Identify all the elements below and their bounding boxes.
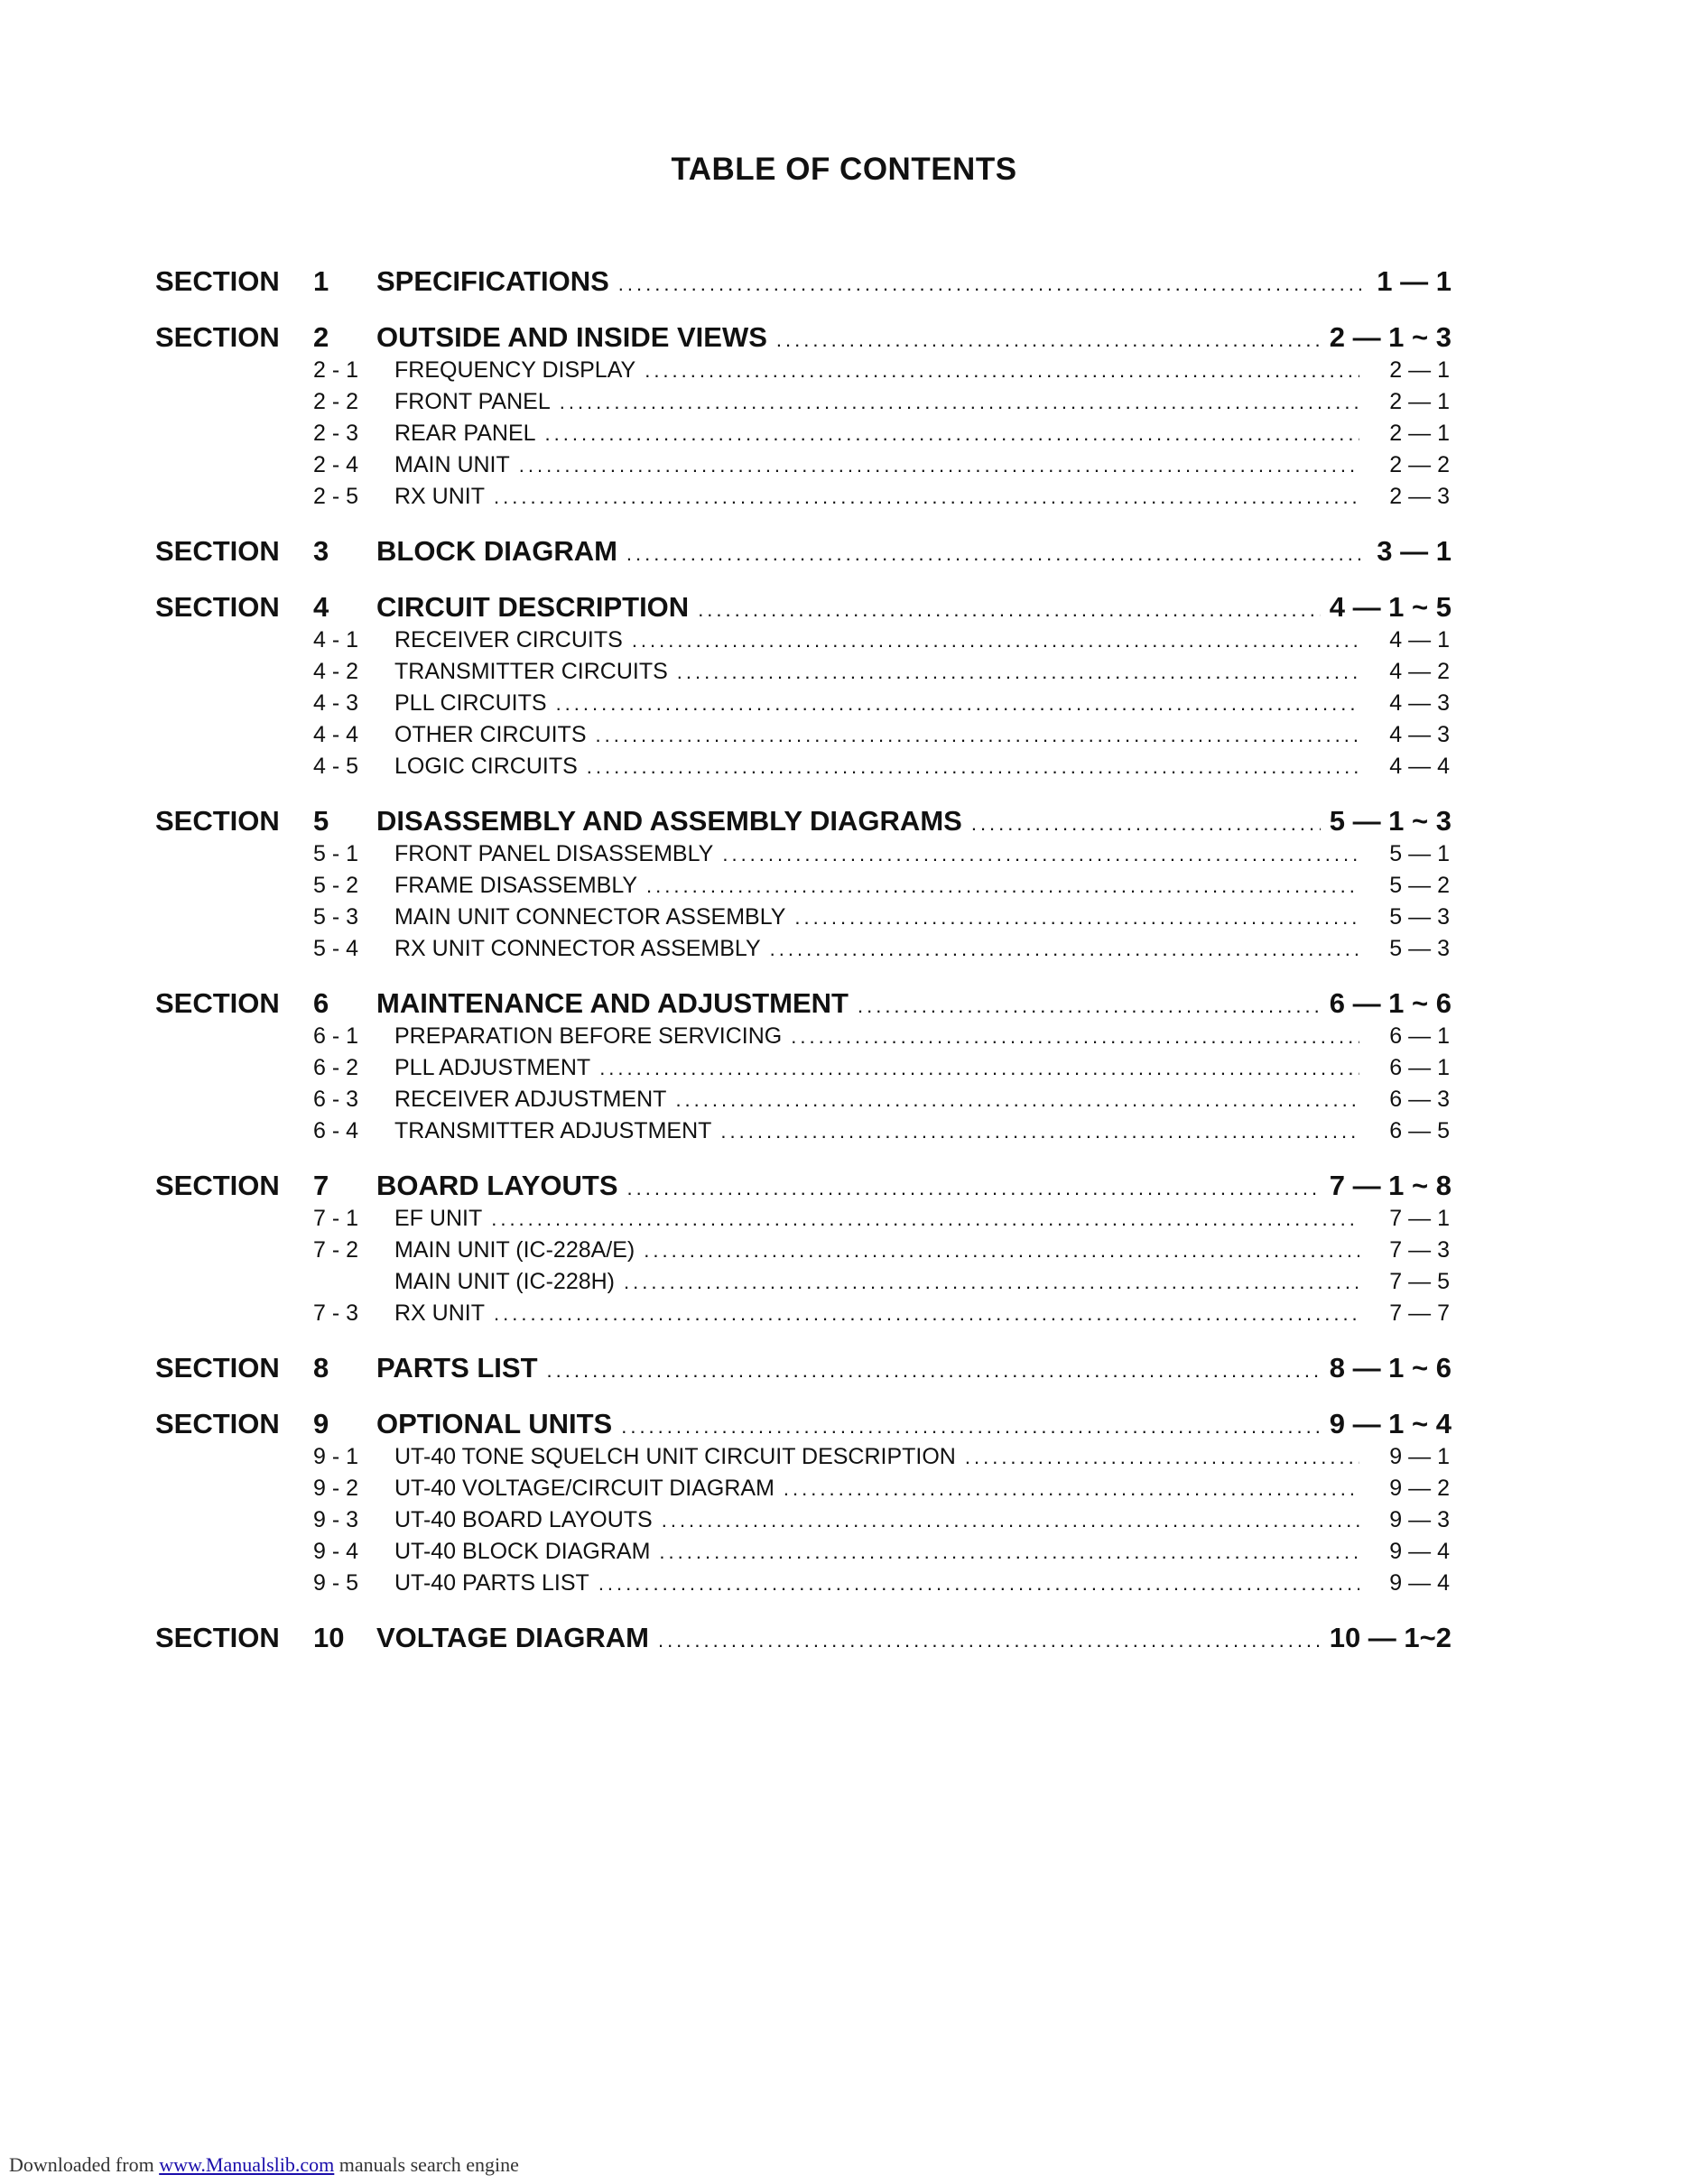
- dot-leader: [491, 1208, 1359, 1231]
- entry-number: 9 - 5: [313, 1570, 359, 1596]
- dot-leader: [645, 359, 1359, 383]
- section-heading-row[interactable]: [155, 805, 1451, 841]
- entry-title: FREQUENCY DISPLAY: [394, 357, 636, 383]
- dot-leader: [659, 1541, 1359, 1564]
- entry-number: 9 - 2: [313, 1476, 359, 1501]
- entry-title: RX UNIT: [394, 1300, 485, 1326]
- section-heading-row[interactable]: [155, 1352, 1451, 1388]
- dot-leader: [560, 391, 1359, 414]
- dot-leader: [632, 629, 1359, 652]
- section-number: 8: [313, 1352, 329, 1384]
- section-number: 7: [313, 1170, 329, 1201]
- entry-title: PLL ADJUSTMENT: [394, 1055, 591, 1080]
- entry-title: UT-40 PARTS LIST: [394, 1570, 589, 1596]
- dot-leader: [662, 1509, 1359, 1532]
- section-title: DISASSEMBLY AND ASSEMBLY DIAGRAMS: [376, 805, 962, 837]
- entry-title: RECEIVER CIRCUITS: [394, 627, 623, 652]
- dot-leader: [971, 812, 1321, 836]
- entry-title: PREPARATION BEFORE SERVICING: [394, 1023, 783, 1049]
- toc-entry[interactable]: [155, 1087, 1451, 1118]
- entry-title: TRANSMITTER ADJUSTMENT: [394, 1118, 712, 1143]
- dot-leader: [587, 755, 1359, 779]
- section-title: VOLTAGE DIAGRAM: [376, 1622, 649, 1653]
- entry-title: UT-40 TONE SQUELCH UNIT CIRCUIT DESCRIPTION: [394, 1444, 956, 1469]
- section-heading-row[interactable]: [155, 321, 1451, 357]
- entry-number: 2 - 4: [313, 452, 359, 477]
- entry-title: MAIN UNIT: [394, 452, 510, 477]
- section-label: SECTION: [155, 987, 280, 1019]
- page-title: TABLE OF CONTENTS: [671, 152, 1017, 187]
- entry-title: FRONT PANEL: [394, 389, 551, 414]
- dot-leader: [794, 906, 1359, 930]
- entry-page: 7 — 7: [1389, 1300, 1450, 1326]
- toc-entry[interactable]: [155, 1206, 1451, 1237]
- toc-entry[interactable]: [155, 484, 1451, 515]
- dot-leader: [599, 1057, 1359, 1080]
- section-label: SECTION: [155, 321, 280, 353]
- toc-section-6: [155, 987, 1451, 1150]
- section-label: SECTION: [155, 535, 280, 567]
- entry-number: 9 - 4: [313, 1539, 359, 1564]
- toc-section-8: [155, 1352, 1451, 1388]
- dot-leader: [791, 1025, 1359, 1049]
- entry-number: 5 - 1: [313, 841, 359, 866]
- dot-leader: [545, 422, 1359, 446]
- toc-entry[interactable]: [155, 627, 1451, 659]
- entry-number: 4 - 3: [313, 690, 359, 716]
- entry-page: 6 — 1: [1389, 1055, 1450, 1080]
- entry-page: 4 — 1: [1389, 627, 1450, 652]
- dot-leader: [547, 1359, 1321, 1383]
- entry-page: 9 — 2: [1389, 1476, 1450, 1501]
- entry-title: UT-40 VOLTAGE/CIRCUIT DIAGRAM: [394, 1476, 774, 1501]
- dot-leader: [644, 1239, 1359, 1263]
- toc-entry[interactable]: [155, 873, 1451, 904]
- section-number: 4: [313, 591, 329, 623]
- entry-page: 2 — 1: [1389, 357, 1450, 383]
- section-page: 3 — 1: [1377, 535, 1451, 567]
- entry-title: UT-40 BLOCK DIAGRAM: [394, 1539, 651, 1564]
- entry-number: 2 - 1: [313, 357, 359, 383]
- section-heading-row[interactable]: [155, 535, 1451, 571]
- table-of-contents: [155, 265, 1451, 1678]
- entry-page: 5 — 1: [1389, 841, 1450, 866]
- section-title: BOARD LAYOUTS: [376, 1170, 618, 1201]
- section-title: SPECIFICATIONS: [376, 265, 609, 297]
- section-title: MAINTENANCE AND ADJUSTMENT: [376, 987, 849, 1019]
- toc-entry[interactable]: [155, 904, 1451, 936]
- section-number: 5: [313, 805, 329, 837]
- entry-number: 6 - 2: [313, 1055, 359, 1080]
- entry-title: UT-40 BOARD LAYOUTS: [394, 1507, 653, 1532]
- entry-number: 4 - 4: [313, 722, 359, 747]
- entry-page: 6 — 3: [1389, 1087, 1450, 1112]
- dot-leader: [621, 1415, 1321, 1439]
- entry-title: MAIN UNIT (IC-228H): [394, 1269, 616, 1294]
- manualslib-link[interactable]: www.Manualslib.com: [159, 2153, 335, 2176]
- dot-leader: [598, 1572, 1359, 1596]
- toc-section-1: [155, 265, 1451, 301]
- entry-page: 7 — 5: [1389, 1269, 1450, 1294]
- section-page: 9 — 1 ~ 4: [1329, 1408, 1451, 1439]
- entry-number: 7 - 3: [313, 1300, 359, 1326]
- entry-title: MAIN UNIT (IC-228A/E): [394, 1237, 635, 1263]
- entry-title: TRANSMITTER CIRCUITS: [394, 659, 668, 684]
- entry-number: 2 - 3: [313, 421, 359, 446]
- entry-page: 7 — 1: [1389, 1206, 1450, 1231]
- section-heading-row[interactable]: [155, 987, 1451, 1023]
- entry-page: 4 — 2: [1389, 659, 1450, 684]
- toc-section-2: [155, 321, 1451, 515]
- toc-entry[interactable]: [155, 357, 1451, 389]
- section-label: SECTION: [155, 1408, 280, 1439]
- entry-page: 6 — 5: [1389, 1118, 1450, 1143]
- entry-number: 6 - 3: [313, 1087, 359, 1112]
- entry-page: 9 — 4: [1389, 1570, 1450, 1596]
- toc-entry[interactable]: [155, 841, 1451, 873]
- section-label: SECTION: [155, 1352, 280, 1384]
- section-number: 3: [313, 535, 329, 567]
- toc-entry[interactable]: [155, 1055, 1451, 1087]
- section-number: 1: [313, 265, 329, 297]
- entry-number: 5 - 2: [313, 873, 359, 898]
- section-page: 8 — 1 ~ 6: [1329, 1352, 1451, 1384]
- entry-title: LOGIC CIRCUITS: [394, 754, 578, 779]
- section-page: 4 — 1 ~ 5: [1329, 591, 1451, 623]
- section-heading-row[interactable]: [155, 265, 1451, 301]
- toc-section-5: [155, 805, 1451, 967]
- section-title: CIRCUIT DESCRIPTION: [376, 591, 690, 623]
- entry-page: 7 — 3: [1389, 1237, 1450, 1263]
- entry-title: MAIN UNIT CONNECTOR ASSEMBLY: [394, 904, 786, 930]
- toc-entry[interactable]: [155, 1023, 1451, 1055]
- entry-title: REAR PANEL: [394, 421, 536, 446]
- entry-title: EF UNIT: [394, 1206, 483, 1231]
- entry-title: RX UNIT CONNECTOR ASSEMBLY: [394, 936, 761, 961]
- dot-leader: [858, 995, 1321, 1018]
- section-label: SECTION: [155, 591, 280, 623]
- section-heading-row[interactable]: [155, 591, 1451, 627]
- toc-section-7: [155, 1170, 1451, 1332]
- dot-leader: [494, 1302, 1359, 1326]
- entry-page: 4 — 4: [1389, 754, 1450, 779]
- dot-leader: [627, 1177, 1321, 1200]
- toc-entry[interactable]: [155, 1570, 1451, 1602]
- toc-section-4: [155, 591, 1451, 785]
- dot-leader: [722, 843, 1359, 866]
- entry-page: 9 — 1: [1389, 1444, 1450, 1469]
- entry-number: 2 - 5: [313, 484, 359, 509]
- entry-title: RECEIVER ADJUSTMENT: [394, 1087, 667, 1112]
- entry-number: 5 - 3: [313, 904, 359, 930]
- section-page: 5 — 1 ~ 3: [1329, 805, 1451, 837]
- entry-page: 2 — 2: [1389, 452, 1450, 477]
- toc-section-10: [155, 1622, 1451, 1658]
- section-number: 10: [313, 1622, 345, 1653]
- section-title: OUTSIDE AND INSIDE VIEWS: [376, 321, 767, 353]
- entry-title: RX UNIT: [394, 484, 485, 509]
- toc-entry[interactable]: [155, 754, 1451, 785]
- toc-entry[interactable]: [155, 659, 1451, 690]
- toc-section-9: [155, 1408, 1451, 1602]
- toc-entry[interactable]: [155, 936, 1451, 967]
- section-page: 7 — 1 ~ 8: [1329, 1170, 1451, 1201]
- entry-number: 4 - 2: [313, 659, 359, 684]
- dot-leader: [618, 273, 1361, 296]
- dot-leader: [677, 661, 1359, 684]
- dot-leader: [646, 875, 1359, 898]
- dot-leader: [596, 724, 1360, 747]
- entry-page: 9 — 3: [1389, 1507, 1450, 1532]
- entry-page: 2 — 1: [1389, 389, 1450, 414]
- entry-page: 9 — 4: [1389, 1539, 1450, 1564]
- entry-number: 6 - 1: [313, 1023, 359, 1049]
- section-number: 6: [313, 987, 329, 1019]
- entry-number: 2 - 2: [313, 389, 359, 414]
- section-heading-row[interactable]: [155, 1408, 1451, 1444]
- section-title: PARTS LIST: [376, 1352, 538, 1384]
- dot-leader: [556, 692, 1359, 716]
- section-page: 10 — 1~2: [1329, 1622, 1451, 1653]
- dot-leader: [965, 1446, 1359, 1469]
- dot-leader: [494, 486, 1359, 509]
- entry-number: 5 - 4: [313, 936, 359, 961]
- dot-leader: [519, 454, 1359, 477]
- entry-title: PLL CIRCUITS: [394, 690, 547, 716]
- entry-page: 2 — 1: [1389, 421, 1450, 446]
- dot-leader: [675, 1088, 1359, 1112]
- section-number: 9: [313, 1408, 329, 1439]
- toc-entry[interactable]: [155, 1444, 1451, 1476]
- entry-page: 4 — 3: [1389, 722, 1450, 747]
- toc-entry[interactable]: [155, 690, 1451, 722]
- download-footer: [9, 2153, 519, 2177]
- toc-entry[interactable]: [155, 421, 1451, 452]
- dot-leader: [626, 542, 1361, 566]
- dot-leader: [776, 329, 1321, 352]
- dot-leader: [658, 1629, 1321, 1652]
- section-label: SECTION: [155, 1622, 280, 1653]
- entry-page: 4 — 3: [1389, 690, 1450, 716]
- toc-section-3: [155, 535, 1451, 571]
- toc-entry[interactable]: [155, 389, 1451, 421]
- entry-number: 4 - 5: [313, 754, 359, 779]
- section-page: 6 — 1 ~ 6: [1329, 987, 1451, 1019]
- toc-entry[interactable]: [155, 1269, 1451, 1300]
- entry-title: FRAME DISASSEMBLY: [394, 873, 638, 898]
- toc-entry[interactable]: [155, 1118, 1451, 1150]
- toc-entry[interactable]: [155, 1237, 1451, 1269]
- toc-entry[interactable]: [155, 452, 1451, 484]
- section-page: 2 — 1 ~ 3: [1329, 321, 1451, 353]
- section-title: BLOCK DIAGRAM: [376, 535, 617, 567]
- toc-entry[interactable]: [155, 1300, 1451, 1332]
- entry-number: 6 - 4: [313, 1118, 359, 1143]
- entry-page: 6 — 1: [1389, 1023, 1450, 1049]
- entry-page: 5 — 3: [1389, 904, 1450, 930]
- toc-entry[interactable]: [155, 722, 1451, 754]
- toc-entry[interactable]: [155, 1476, 1451, 1507]
- section-label: SECTION: [155, 1170, 280, 1201]
- toc-entry[interactable]: [155, 1507, 1451, 1539]
- entry-page: 2 — 3: [1389, 484, 1450, 509]
- dot-leader: [784, 1477, 1359, 1501]
- section-title: OPTIONAL UNITS: [376, 1408, 613, 1439]
- section-label: SECTION: [155, 805, 280, 837]
- footer-prefix: Downloaded from: [9, 2153, 154, 2176]
- section-heading-row[interactable]: [155, 1170, 1451, 1206]
- toc-entry[interactable]: [155, 1539, 1451, 1570]
- footer-suffix: manuals search engine: [339, 2153, 519, 2176]
- dot-leader: [624, 1271, 1359, 1294]
- entry-page: 5 — 3: [1389, 936, 1450, 961]
- section-heading-row[interactable]: [155, 1622, 1451, 1658]
- entry-page: 5 — 2: [1389, 873, 1450, 898]
- section-label: SECTION: [155, 265, 280, 297]
- entry-number: 4 - 1: [313, 627, 359, 652]
- dot-leader: [720, 1120, 1359, 1143]
- entry-number: 9 - 3: [313, 1507, 359, 1532]
- entry-title: OTHER CIRCUITS: [394, 722, 587, 747]
- section-number: 2: [313, 321, 329, 353]
- dot-leader: [698, 598, 1321, 622]
- entry-number: 9 - 1: [313, 1444, 359, 1469]
- entry-number: 7 - 2: [313, 1237, 359, 1263]
- dot-leader: [770, 938, 1359, 961]
- section-page: 1 — 1: [1377, 265, 1451, 297]
- entry-number: 7 - 1: [313, 1206, 359, 1231]
- entry-title: FRONT PANEL DISASSEMBLY: [394, 841, 714, 866]
